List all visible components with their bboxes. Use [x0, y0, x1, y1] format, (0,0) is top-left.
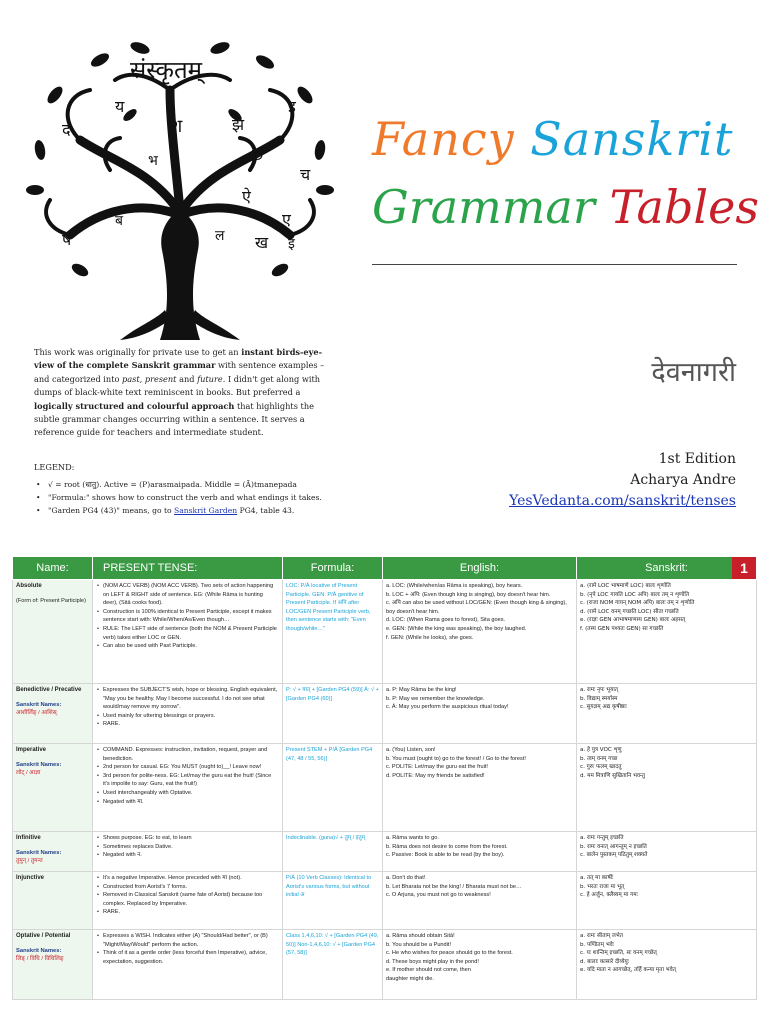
description-item: • Negated with मा.: [103, 798, 279, 807]
legend-item-text: "Garden PG4 (43)" means, go to: [48, 506, 172, 515]
tree-letter: द: [62, 120, 71, 139]
description-item: • Expresses the SUBJECT'S wish, hope or blessing. English equivalent, "May you be healthy. May I become successful. I do not see what would/may remove my sorrow".: [103, 686, 279, 712]
description-list: [96, 932, 279, 966]
sanskrit-example: a. रामः गन्तुम् इच्छति: [580, 835, 624, 841]
tree-letter: छ: [252, 145, 264, 164]
description-item: • Used interchangeably with Optative.: [103, 789, 279, 798]
sanskrit-example: d. मम मित्राणि सुखितानि भवन्तु: [580, 772, 645, 779]
present-tense-table: [12, 556, 757, 1000]
english-example: b. You should be a Pundit!: [386, 941, 452, 948]
intro-bold: instant birds-eye-view of the complete Sanskrit grammar: [34, 347, 323, 371]
english-example: e. If mother should not come, then: [386, 967, 471, 974]
row-formula-cell: P: √ + यात् + [Garden PG4 (59)] Ā: √ + [Garden PG4 (60)]: [283, 684, 383, 744]
title-word-grammar: Grammar: [372, 180, 595, 234]
header-name: Name:: [13, 557, 93, 580]
description-list: [96, 686, 279, 729]
description-item: • RARE.: [103, 720, 279, 729]
row-sanskrit-cell: [577, 872, 757, 930]
intro-text: with sentence examples – and categorized into: [34, 360, 325, 384]
description-list: [96, 746, 279, 806]
english-example: c. Ā: May you perform the auspicious ritual today!: [386, 704, 509, 711]
sanskrit-names-label: Sanskrit Names:: [16, 849, 62, 856]
header-formula: Formula:: [283, 557, 383, 580]
intro-text: I didn't get along with dumps of black-white text reminiscent in books. But preferred a: [34, 373, 321, 398]
description-item: • Think of it as a gentle order (less forceful then Imperative), advice, expectation, suggestion.: [103, 949, 279, 966]
sanskrit-names-value: लोट् / आज्ञा: [16, 770, 41, 777]
english-example: a. Rāma should obtain Sitā!: [386, 933, 455, 939]
sanskrit-example: d. (रामे LOC वनम् गच्छति LOC) सीता गच्छति: [580, 608, 679, 615]
table-row: [13, 872, 757, 930]
row-description-cell: [93, 744, 283, 832]
intro-italic: past, present: [122, 373, 177, 384]
sanskrit-example: c. हे अर्जुन, क्लैब्यम् मा गमः: [580, 892, 638, 899]
tree-letter: इ: [288, 97, 296, 116]
legend-item: • "Formula:" shows how to construct the verb and what endings it takes.: [34, 491, 344, 504]
description-item: • Construction is 100% identical to Present Participle, except it makes sentence start with: While/When/As/Even though…: [103, 608, 279, 625]
title-word-tables: Tables: [609, 180, 759, 234]
tree-letter: ष: [62, 230, 72, 249]
row-sanskrit-cell: [577, 744, 757, 832]
english-example: c. O Arjuna, you must not go to weakness!: [386, 892, 491, 899]
english-example: f. GEN: (While he looks), she goes.: [386, 634, 474, 641]
sanskrit-example: b. (नृपे LOC गायति LOC अपि) बालः तम् न शृणोति: [580, 591, 690, 598]
sanskrit-names-value: लिङ् / विधि / विधिलिङ्: [16, 956, 64, 963]
row-formula-cell: P/Ā (10 Verb Classes): Identical to Aorist's various forms, but without initial अ: [283, 872, 383, 930]
tree-letter: ऐ: [242, 187, 251, 206]
intro-text: that highlights the subtle grammar changes occurring within a sentence. It serves a reference guide for teachers and intermediate student.: [34, 400, 314, 438]
legend-list: [34, 478, 344, 517]
row-formula-cell: Indeclinable. (guna)√ + तुम् / इतुम्: [283, 832, 383, 872]
description-item: • Sometimes replaces Dative.: [103, 843, 279, 852]
tree-letter: इ: [288, 236, 295, 252]
header-present-tense: PRESENT TENSE:: [93, 557, 283, 580]
legend-title: LEGEND:: [34, 462, 75, 472]
row-name-cell: [13, 744, 93, 832]
english-example: a. (You) Listen, son!: [386, 747, 436, 753]
sanskrit-names-label: Sanskrit Names:: [16, 761, 62, 768]
english-example: c. Passive: Book is able to be read (by the boy).: [386, 852, 505, 859]
tree-letter: ए: [282, 210, 291, 229]
english-example: d. LOC: (When Rama goes to forest), Sita goes.: [386, 617, 506, 624]
edition-block: [509, 449, 736, 512]
english-example: d. These boys might play in the pond!: [386, 958, 479, 965]
page-number-badge: 1: [732, 557, 756, 579]
row-english-cell: [383, 744, 577, 832]
author-name: Acharya Andre: [630, 472, 736, 488]
english-example: daughter might die.: [386, 975, 434, 982]
tree-letter: ब: [115, 213, 123, 229]
title-word-sanskrit: Sanskrit: [530, 112, 734, 166]
title-divider: [372, 264, 737, 265]
row-description-cell: [93, 832, 283, 872]
english-example: a. Don't do that!: [386, 875, 426, 881]
description-item: • Removed in Classical Sanskrit (same fate of Aorist) because too complex. Replaced by Imperative.: [103, 891, 279, 908]
description-item: • 3rd person for polite-ness. EG: Let/may the guru eat the fruit! (Since it's impolite to say: Guru, eat the fruit!): [103, 772, 279, 789]
english-example: a. LOC: (While/when/as Rāma is speaking), boy hears.: [386, 583, 523, 589]
legend-item: • √ = root (धातु). Active = (P)arasmaipada. Middle = (Ā)tmanepada: [34, 478, 344, 491]
row-name-cell: [13, 684, 93, 744]
sanskrit-example: c. गुरुः फलम् खादतु: [580, 764, 622, 771]
sanskrit-example: b. त्वम् वनम् गच्छ: [580, 755, 618, 762]
row-formula-cell: Present STEM + P/Ā [Garden PG4 (47, 48 / 55, 56)]: [283, 744, 383, 832]
description-item: • RARE.: [103, 908, 279, 917]
sanskrit-names-value: तुमुन् / तुमन्त: [16, 858, 43, 865]
table-body: [13, 580, 757, 1000]
row-name: Imperative: [16, 747, 47, 753]
english-example: a. P: May Rāma be the king!: [386, 687, 457, 693]
sanskrit-example: d. बालाः कासारे दीव्येयुः: [580, 958, 629, 965]
header-english: English:: [383, 557, 577, 580]
row-english-cell: [383, 872, 577, 930]
description-item: • 2nd person for casual. EG: You MUST (ought to)__! Leave now!: [103, 763, 279, 772]
intro-bold: logically structured and colourful approach: [34, 400, 235, 411]
description-item: • RULE: The LEFT side of sentence (both the NOM & Present Participle verb) takes either LOC or GEN.: [103, 625, 279, 642]
row-name: Absolute: [16, 583, 42, 589]
row-name-cell: [13, 580, 93, 684]
english-example: a. Rāma wants to go.: [386, 835, 439, 841]
row-name: Infinitive: [16, 835, 41, 841]
header-sanskrit: Sanskrit:: [577, 557, 757, 580]
description-item: • Shows purpose. EG: to eat, to learn: [103, 834, 279, 843]
row-description-cell: [93, 580, 283, 684]
table-row: [13, 832, 757, 872]
devanagari-label: देवनागरी: [651, 357, 736, 388]
english-example: b. P: May we remember the knowledge.: [386, 695, 485, 702]
english-example: c. He who wishes for peace should go to the forest.: [386, 950, 513, 957]
english-example: b. Let Bharata not be the king! / Bharata must not be…: [386, 883, 522, 890]
description-list: [96, 582, 279, 651]
tree-letter: ख: [255, 233, 269, 252]
sanskrit-example: b. पण्डितम् भवेः: [580, 941, 614, 948]
english-example: c. अपि can also be used without LOC/GEN: (Even though king & singing), boy doesn't hear him.: [386, 600, 567, 615]
intro-italic: future.: [197, 373, 226, 384]
description-item: • Expresses a WISH. Indicates either (A) "Should/Had better", or (B) "Might/May/Would" perform the action.: [103, 932, 279, 949]
sanskrit-example: a. रामः नृपः भूयात्: [580, 687, 618, 693]
table-header-row: [13, 557, 757, 580]
description-list: [96, 874, 279, 917]
english-example: d. POLITE: May my friends be satisfied!: [386, 772, 485, 779]
title-word-fancy: Fancy: [372, 112, 515, 166]
row-name-cell: [13, 832, 93, 872]
intro-text: and: [179, 373, 195, 384]
sanskrit-example: b. रामः वनात् आगन्तुम् न इच्छति: [580, 843, 647, 850]
tree-word: संस्कृतम्: [130, 56, 203, 84]
title-line-2: [372, 180, 759, 234]
row-english-cell: [383, 832, 577, 872]
row-formula-cell: Class 1,4,6,10: √ + [Garden PG4 (49, 50)] Non-1,4,6,10: √ + [Garden PG4 (57, 58)]: [283, 930, 383, 1000]
tree-letter: श: [170, 116, 183, 137]
row-formula-cell: LOC: P/Ā locative of Present Participle. GEN: P/Ā genitive of Present Participle. If अपि after LOC/GEN Present Participle verb, then sentence starts with: "Even though/while…": [283, 580, 383, 684]
website-link[interactable]: YesVedanta.com/sanskrit/tenses: [509, 493, 736, 509]
row-description-cell: [93, 872, 283, 930]
sanskrit-example: e. (राज्ञः GEN आभाषमाणस्य GEN) बालः अहसत्: [580, 617, 686, 624]
description-item: • Negated with न.: [103, 851, 279, 860]
sanskrit-example: e. यदि माता न आगच्छेत्, तर्हि कन्या मृता भवेत्: [580, 967, 676, 974]
sanskrit-example: c. बालेन पुस्तकम् पठितुम् शक्यते: [580, 852, 648, 859]
description-item: • (NOM ACC VERB) (NOM ACC VERB). Two sets of action happening on LEFT & RIGHT side of sentence. EG: (While Rāma is hunting deer), (Sitā cooks food).: [103, 582, 279, 608]
sanskrit-example: f. (तस्य GEN पश्यतः GEN) सा गच्छति: [580, 625, 664, 632]
sanskrit-example: c. सुयज्ञम् अद्य कृषीष्ठाः: [580, 704, 627, 711]
row-english-cell: [383, 684, 577, 744]
sanskrit-tree-logo: [20, 20, 340, 340]
tree-letter: भ: [148, 153, 158, 169]
row-english-cell: [383, 580, 577, 684]
tree-letter: च: [300, 165, 311, 184]
sanskrit-example: c. यः शान्तिम् इच्छति, सः वनम् गच्छेत्: [580, 950, 657, 957]
description-list: [96, 834, 279, 860]
table-row: [13, 744, 757, 832]
row-description-cell: [93, 684, 283, 744]
row-name: Optative / Potential: [16, 933, 71, 939]
description-item: • Can also be used with Past Participle.: [103, 642, 279, 651]
legend-item-text: PG4, table 43.: [239, 506, 295, 515]
tree-letter: झ: [232, 115, 245, 134]
tree-letter: य: [115, 97, 125, 116]
row-name-cell: [13, 930, 93, 1000]
sanskrit-example: a. हे पुत्र VOC शृणु: [580, 747, 622, 753]
english-example: b. You must (ought to) go to the forest! / Go to the forest!: [386, 755, 526, 762]
english-example: e. GEN: (While the king was speaking), the boy laughed.: [386, 625, 527, 632]
row-description-cell: [93, 930, 283, 1000]
sanskrit-example: a. तत् मा कार्षीः: [580, 875, 614, 881]
sanskrit-garden-link[interactable]: Sanskrit Garden: [174, 506, 238, 515]
sanskrit-names-label: Sanskrit Names:: [16, 701, 62, 708]
sanskrit-example: b. विद्याम् स्मर्यास्म: [580, 695, 618, 702]
sanskrit-example: a. रामः सीताम् लभेत: [580, 933, 623, 939]
tree-letter: ल: [215, 228, 225, 244]
title-line-1: [372, 112, 733, 166]
row-sanskrit-cell: [577, 580, 757, 684]
row-english-cell: [383, 930, 577, 1000]
description-item: • Constructed from Aorist's 7 forms.: [103, 883, 279, 892]
row-subtitle: (Form of: Present Participle): [16, 597, 86, 604]
description-item: • Used mainly for uttering blessings or prayers.: [103, 712, 279, 721]
row-sanskrit-cell: [577, 930, 757, 1000]
sanskrit-example: c. (राजा NOM गायन् NOM अपि) बालः तम् न शृणोति: [580, 600, 695, 607]
edition-text: 1st Edition: [658, 451, 736, 467]
english-example: b. LOC + अपि: (Even though king is singing), boy doesn't hear him.: [386, 591, 551, 598]
description-item: • It's a negative Imperative. Hence preceded with मा (not).: [103, 874, 279, 883]
english-example: c. POLITE: Let/may the guru eat the fruit!: [386, 764, 488, 771]
intro-text: This work was originally for private use to get an: [34, 347, 239, 357]
english-example: b. Rāma does not desire to come from the forest.: [386, 843, 508, 850]
row-sanskrit-cell: [577, 684, 757, 744]
table-row: [13, 684, 757, 744]
table-row: [13, 580, 757, 684]
intro-paragraph: [34, 346, 330, 440]
legend-item: [34, 504, 344, 517]
row-name: Injunctive: [16, 875, 45, 881]
sanskrit-names-label: Sanskrit Names:: [16, 947, 62, 954]
sanskrit-names-value: आशीर्लिङ् / आशिस्: [16, 710, 57, 717]
row-name: Benedictive / Precative: [16, 687, 82, 693]
table-row: [13, 930, 757, 1000]
row-sanskrit-cell: [577, 832, 757, 872]
sanskrit-example: b. भरतः राजा मा भूत्: [580, 883, 625, 890]
row-name-cell: [13, 872, 93, 930]
description-item: • COMMAND. Expresses: instruction, invitation, request, prayer and benediction.: [103, 746, 279, 763]
sanskrit-example: a. (रामे LOC भाषमाणे LOC) बालः शृणोति: [580, 583, 671, 589]
